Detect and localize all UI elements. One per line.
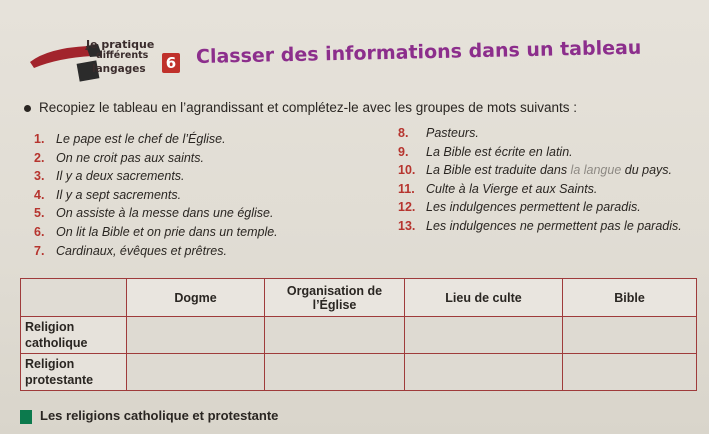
list-item: 3. Il y a deux sacrements. <box>34 169 185 184</box>
table-cell <box>265 354 405 391</box>
column-header: Bible <box>563 279 697 317</box>
list-item: 1. Le pape est le chef de l’Église. <box>34 132 226 146</box>
column-header: Dogme <box>127 279 265 317</box>
table-header-row <box>21 279 697 317</box>
skill-tag-line3: langages <box>92 63 146 75</box>
list-item: 6. On lit la Bible et on prie dans un temple. <box>34 224 278 239</box>
skill-tag-line1: Je pratique <box>86 38 155 51</box>
list-item: 8. Pasteurs. <box>398 126 479 140</box>
instruction-text: Recopiez le tableau en l’agrandissant et complétez-le avec les groupes de mots suivants : <box>39 100 578 115</box>
row-header: Religion protestante <box>21 354 127 391</box>
table-cell <box>563 354 697 391</box>
list-item: 4. Il y a sept sacrements. <box>34 187 182 202</box>
table-cell <box>265 317 405 354</box>
column-header: Organisation de l’Église <box>265 279 405 317</box>
list-item: 7. Cardinaux, évêques et prêtres. <box>34 243 227 258</box>
exercise-header <box>10 34 700 84</box>
word-groups-right <box>398 124 682 236</box>
table-cell <box>127 354 265 391</box>
column-header: Lieu de culte <box>405 279 563 317</box>
list-item: 9. La Bible est écrite en latin. <box>398 144 573 159</box>
table-corner-cell <box>21 279 127 317</box>
table-caption: Les religions catholique et protestante <box>20 406 690 426</box>
table-cell <box>405 317 563 354</box>
word-groups-left <box>34 130 278 260</box>
list-item: 11. Culte à la Vierge et aux Saints. <box>398 181 598 196</box>
list-item: 5. On assiste à la messe dans une église. <box>34 206 274 221</box>
comparison-table <box>20 278 698 391</box>
instruction <box>24 100 577 115</box>
list-item: 12. Les indulgences permettent le paradis. <box>398 200 641 215</box>
table-cell <box>563 317 697 354</box>
list-item: 10. La Bible est traduite dans la langue du pays. <box>398 163 673 178</box>
list-item: 2. On ne croit pas aux saints. <box>34 150 204 165</box>
skill-tag-line2: différents <box>96 50 149 61</box>
exercise-title: Classer des informations dans un tableau <box>195 36 642 68</box>
exercise-number-badge: 6 <box>162 53 180 73</box>
row-header: Religion catholique <box>21 317 127 354</box>
table-cell <box>405 354 563 391</box>
caption-marker <box>20 410 32 424</box>
bullet-icon <box>24 105 31 112</box>
table-row <box>21 317 697 354</box>
table-cell <box>127 317 265 354</box>
table-row <box>21 354 697 391</box>
list-item: 13. Les indulgences ne permettent pas le paradis. <box>398 218 682 233</box>
